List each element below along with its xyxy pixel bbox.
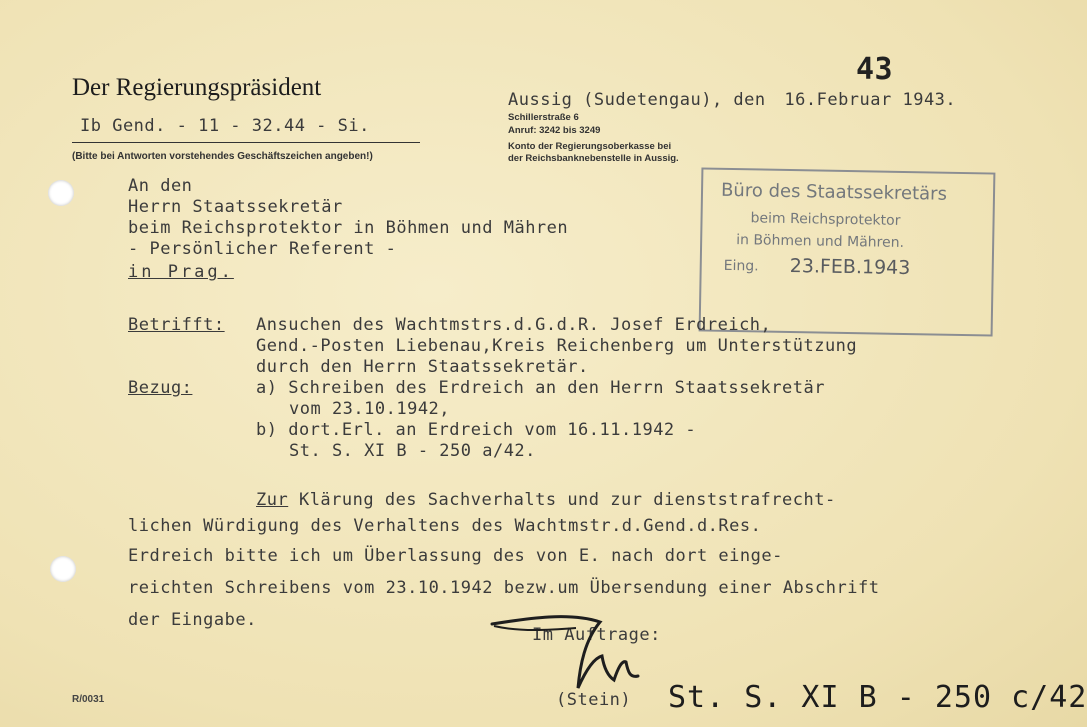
stamp-received-date: 23.FEB.1943 (789, 255, 911, 280)
address-line-3: beim Reichsprotektor in Böhmen und Mähren (128, 218, 569, 238)
address-city: in Prag. (128, 262, 234, 282)
place-text: Aussig (Sudetengau), den (508, 90, 766, 110)
reference-line-b-file: St. S. XI B - 250 a/42. (289, 441, 536, 461)
address-line-2: Herrn Staatssekretär (128, 197, 343, 217)
file-reference: St. S. XI B - 250 c/42 (668, 680, 1087, 715)
info-account-1: Konto der Regierungsoberkasse bei (508, 141, 672, 152)
body-line-1 (256, 490, 836, 510)
stamp-line-2: beim Reichsprotektor (750, 210, 901, 229)
punch-hole-bottom (50, 556, 76, 582)
address-line-1: An den (128, 176, 193, 196)
reference-line-b: b) dort.Erl. an Erdreich vom 16.11.1942 - (256, 420, 697, 440)
address-line-4: - Persönlicher Referent - (128, 239, 397, 259)
info-address: Schillerstraße 6 (508, 112, 579, 123)
stamp-received-label: Eing. (723, 257, 759, 275)
subject-line-2: Gend.-Posten Liebenau,Kreis Reichenberg um Unterstützung (256, 336, 858, 356)
body-line-5: der Eingabe. (128, 610, 257, 630)
body-first-word: Zur (256, 490, 289, 510)
body-line-1-rest: Klärung des Sachverhalts und zur dienststrafrecht- (288, 490, 836, 510)
reference-line-a-date: vom 23.10.1942, (289, 399, 451, 419)
info-account-2: der Reichsbanknebenstelle in Aussig. (508, 153, 679, 164)
body-line-2: lichen Würdigung des Verhaltens des Wachtmstr.d.Gend.d.Res. (128, 516, 762, 536)
subject-line-1: Ansuchen des Wachtmstrs.d.G.d.R. Josef Erdreich, (256, 315, 772, 335)
info-phone: Anruf: 3242 bis 3249 (508, 125, 601, 136)
body-line-3: Erdreich bitte ich um Überlassung des von E. nach dort einge- (128, 546, 783, 566)
page-number: 43 (856, 52, 894, 87)
reference-label: Bezug: (128, 378, 193, 398)
form-number: R/0031 (72, 694, 105, 705)
receipt-stamp (699, 167, 996, 336)
place-date-line (508, 90, 956, 110)
reference-divider (72, 142, 420, 143)
body-line-4: reichten Schreibens vom 23.10.1942 bezw.um Übersendung einer Abschrift (128, 578, 880, 598)
subject-label: Betrifft: (128, 315, 225, 335)
letterhead-title: Der Regierungspräsident (72, 74, 322, 101)
reference-note: (Bitte bei Antworten vorstehendes Geschäftszeichen angeben!) (72, 151, 373, 162)
signatory-name: (Stein) (556, 690, 632, 710)
reference-line-a: a) Schreiben des Erdreich an den Herrn Staatssekretär (256, 378, 825, 398)
date-text: 16.Februar 1943. (784, 90, 957, 110)
stamp-line-3: in Böhmen und Mähren. (736, 232, 905, 251)
reference-number: Ib Gend. - 11 - 32.44 - Si. (80, 116, 370, 136)
subject-line-3: durch den Herrn Staatssekretär. (256, 357, 589, 377)
punch-hole-top (48, 180, 74, 206)
in-order-text: Im Auftrage: (532, 625, 661, 645)
stamp-line-1: Büro des Staatssekretärs (720, 179, 948, 205)
